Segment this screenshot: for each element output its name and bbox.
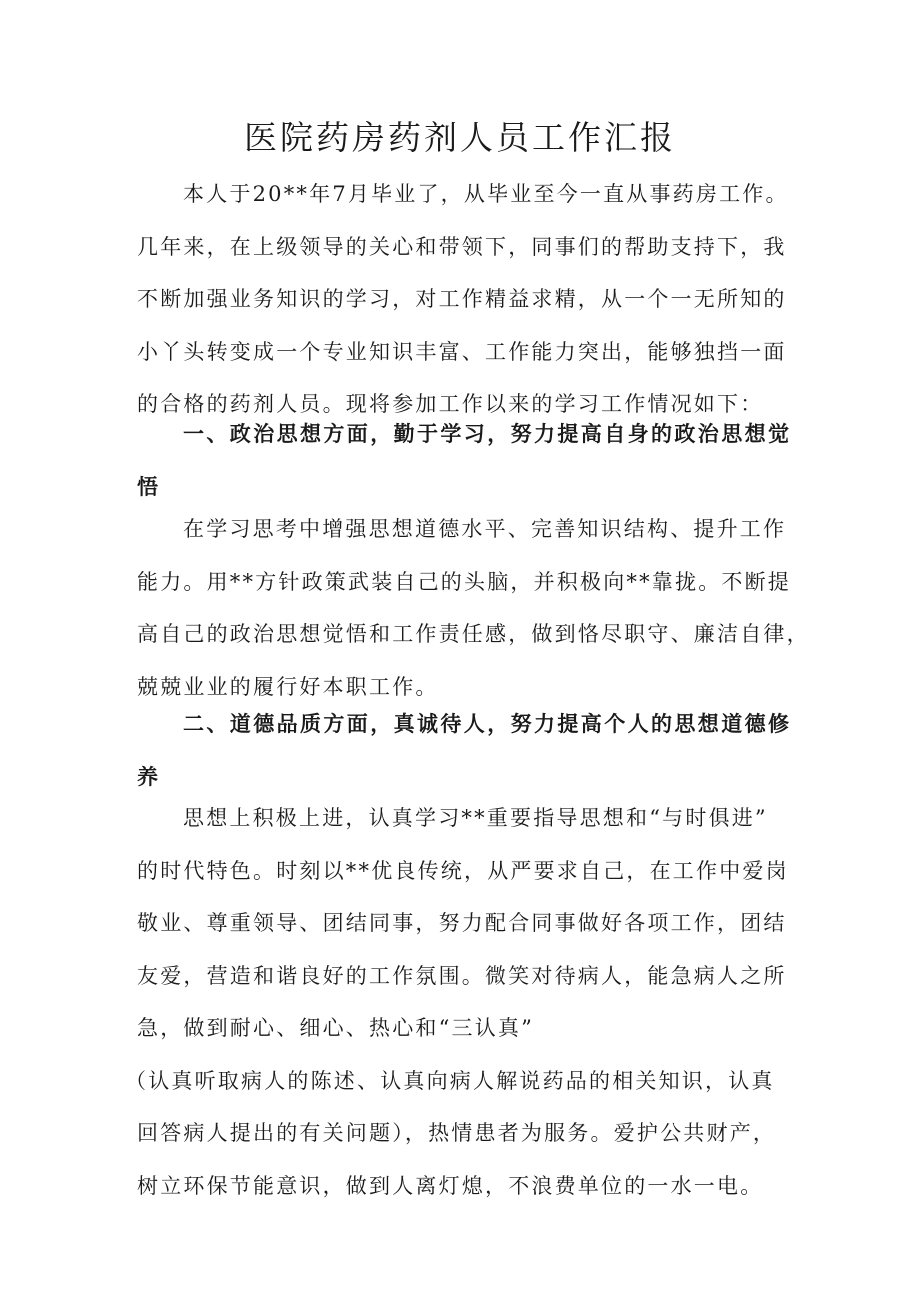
heading-line: 养	[137, 764, 161, 789]
text-line: 在学习思考中增强思想道德水平、完善知识结构、提升工作	[183, 517, 787, 541]
document-title: 医院药房药剂人员工作汇报	[244, 118, 676, 157]
heading-line: 二、道德品质方面，真诚待人，努力提高个人的思想道德修	[183, 712, 792, 736]
heading-line: 一、政治思想方面，勤于学习，努力提高自身的政治思想觉	[183, 422, 792, 446]
text-line: 树立环保节能意识，做到人离灯熄，不浪费单位的一水一电。	[137, 1173, 764, 1198]
text-line: 本人于20**年7月毕业了，从毕业至今一直从事药房工作。	[183, 182, 789, 206]
text-line: 能力。用**方针政策武装自己的头脑，并积极向**靠拢。不断提	[137, 569, 791, 594]
text-line: 的合格的药剂人员。现将参加工作以来的学习工作情况如下：	[137, 392, 764, 416]
text-line: 急，做到耐心、细心、热心和“三认真”	[137, 1016, 535, 1040]
intro-paragraph	[137, 168, 797, 431]
text-line: 的时代特色。时刻以**优良传统，从严要求自己，在工作中爱岗	[137, 858, 789, 883]
text-line: 敬业、尊重领导、团结同事，努力配合同事做好各项工作，团结	[137, 911, 787, 935]
text-line: 不断加强业务知识的学习，对工作精益求精，从一个一无所知的	[137, 287, 787, 311]
text-line: 几年来，在上级领导的关心和带领下，同事们的帮助支持下，我	[137, 234, 787, 259]
section-1-heading	[137, 408, 797, 513]
text-line: 思想上积极上进，认真学习**重要指导思想和“与时俱进”	[183, 806, 768, 830]
section-2-body	[125, 792, 797, 1212]
heading-line: 悟	[137, 474, 161, 499]
section-1-body	[137, 503, 810, 713]
section-2-heading	[137, 698, 797, 803]
text-line: 回答病人提出的有关问题），热情患者为服务。爱护公共财产，	[137, 1121, 777, 1145]
text-line: 友爱，营造和谐良好的工作氛围。微笑对待病人，能急病人之所	[137, 963, 787, 988]
text-line: 小丫头转变成一个专业知识丰富、工作能力突出，能够独挡一面	[137, 339, 787, 364]
text-line: （认真听取病人的陈述、认真向病人解说药品的相关知识，认真	[125, 1068, 775, 1093]
text-line: 高自己的政治思想觉悟和工作责任感，做到恪尽职守、廉洁自律，	[137, 622, 810, 646]
text-line: 兢兢业业的履行好本职工作。	[137, 674, 439, 699]
